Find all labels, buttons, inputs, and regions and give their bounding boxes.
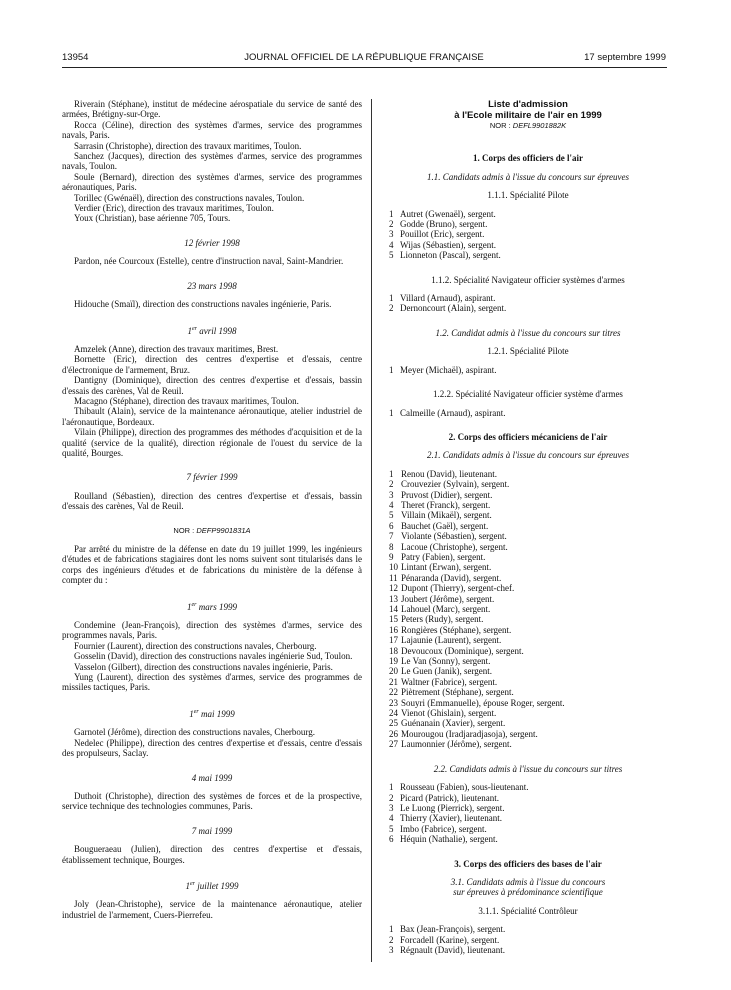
ranked-entry: [389, 945, 667, 955]
rank-number: 6: [389, 520, 394, 531]
list-item: Thibault (Alain), service de la maintenance aéronautique, atelier industriel de l'aéronautique, Bordeaux.: [62, 406, 362, 427]
ranked-entry: [389, 531, 667, 541]
arrete-paragraph: Par arrêté du ministre de la défense en date du 19 juillet 1999, les ingénieurs d'études et de fabrications stagiaires dont les noms suivent sont titularisés dans le corps des ingénieurs d'études et de fabrications du ministère de la défense à compter du :: [62, 544, 362, 586]
subsection-heading: 2.1. Candidats admis à l'issue du concours sur épreuves: [426, 450, 630, 461]
rank-number: 9: [389, 551, 394, 562]
ranked-entry: [389, 219, 667, 229]
ranked-entry: [389, 552, 667, 562]
ranked-entry: [389, 573, 667, 583]
section-heading: 2. Corps des officiers mécaniciens de l'air: [448, 431, 608, 442]
ranked-entry: [389, 739, 667, 749]
ranked-entry: [389, 365, 667, 375]
entry-text: Imbo (Fabrice), sergent.: [400, 823, 487, 834]
rank-number: 15: [389, 614, 398, 625]
rank-number: 12: [389, 583, 398, 594]
list-item: Sarrasin (Christophe), direction des travaux maritimes, Toulon.: [74, 140, 302, 151]
specialty-heading: 1.2.1. Spécialité Pilote: [487, 346, 569, 357]
entry-text: Dupont (Thierry), sergent-chef.: [401, 583, 515, 594]
list-item: Duthoit (Christophe), direction des systèmes de forces et de la prospective, service technique des technologies communes, Paris.: [62, 790, 362, 812]
list-item: Verdier (Eric), direction des travaux maritimes, Toulon.: [74, 203, 274, 214]
ranked-entry: [389, 562, 667, 572]
ranked-entry: [389, 924, 667, 934]
column-divider: [371, 99, 372, 962]
rank-number: 11: [389, 572, 398, 583]
rank-number: 2: [389, 219, 394, 230]
ranked-list: [389, 469, 667, 750]
subsection-heading: 1.1. Candidats admis à l'issue du concours sur épreuves: [426, 171, 630, 182]
entry-text: Pruvost (Didier), sergent.: [401, 489, 493, 500]
list-item: Vasselon (Gilbert), direction des constructions navales ingénierie, Paris.: [74, 661, 333, 672]
entry-text: Régnault (David), lieutenant.: [400, 944, 505, 955]
specialty-heading: 1.1.2. Spécialité Navigateur officier systèmes d'armes: [431, 274, 625, 285]
entry-text: Lajaunie (Laurent), sergent.: [401, 635, 502, 646]
rank-number: 1: [389, 364, 394, 375]
entry-text: Lacoue (Christophe), sergent.: [401, 541, 508, 552]
list-item: Hidouche (Smaïl), direction des constructions navales ingénierie, Paris.: [74, 299, 332, 310]
ranked-entry: [389, 469, 667, 479]
entry-text: Renou (David), lieutenant.: [401, 468, 497, 479]
right-column: [389, 99, 667, 955]
ranked-list: [389, 924, 667, 955]
entry-text: Wijas (Sébastien), sergent.: [400, 239, 496, 250]
ranked-entry: [389, 209, 667, 219]
list-item: Roulland (Sébastien), direction des centres d'expertise et d'essais, bassin d'essais des carènes, Val de Reuil.: [62, 490, 362, 512]
ranked-entry: [389, 521, 667, 531]
rank-number: 5: [389, 823, 394, 834]
rank-number: 1: [389, 293, 394, 304]
list-item: Sanchez (Jacques), direction des systèmes d'armes, service des programmes navals, Toulon.: [62, 151, 362, 172]
rank-number: 5: [389, 250, 394, 261]
subsection-heading: 3.1. Candidats admis à l'issue du concours: [450, 876, 606, 887]
ranked-entry: [389, 614, 667, 624]
list-item: Nedelec (Philippe), direction des centres d'expertise et d'essais, centre d'essais des propulseurs, Saclay.: [62, 737, 362, 759]
ranked-entry: [389, 782, 667, 792]
left-column: [62, 99, 362, 920]
list-item: Bougueraeau (Julien), direction des centres d'expertise et d'essais, établissement technique, Bourges.: [62, 844, 362, 865]
ranked-list: [389, 293, 667, 314]
date-heading: 4 mai 1999: [191, 772, 233, 783]
list-title: Liste d'admission: [488, 99, 568, 110]
rank-number: 3: [389, 489, 394, 500]
entry-group: [62, 791, 362, 812]
ranked-entry: [389, 718, 667, 728]
ranked-list: [389, 782, 667, 844]
rank-number: 1: [389, 782, 394, 793]
ranked-list: [389, 365, 667, 375]
entry-text: Héquin (Nathalie), sergent.: [400, 834, 498, 845]
ranked-entry: [389, 250, 667, 260]
entry-group: [62, 844, 362, 865]
rank-number: 8: [389, 541, 394, 552]
rank-number: 13: [389, 593, 398, 604]
entry-text: Rousseau (Fabien), sous-lieutenant.: [400, 782, 529, 793]
list-item: Joly (Jean-Christophe), service de la maintenance aéronautique, atelier industriel de l'armement, Cuers-Pierrefeu.: [62, 899, 362, 920]
journal-title: JOURNAL OFFICIEL DE LA RÉPUBLIQUE FRANÇAISE: [244, 52, 484, 63]
rank-number: 22: [389, 687, 398, 698]
rank-number: 21: [389, 676, 398, 687]
entry-text: Patry (Fabien), sergent.: [401, 551, 486, 562]
ranked-entry: [389, 604, 667, 614]
list-subtitle: à l'Ecole militaire de l'air en 1999: [454, 110, 602, 121]
ranked-entry: [389, 708, 667, 718]
list-item: Youx (Christian), base aérienne 705, Tours.: [74, 213, 231, 224]
rank-number: 5: [389, 510, 394, 521]
entry-text: Joubert (Jérôme), sergent.: [401, 593, 495, 604]
entry-text: Le Van (Sonny), sergent.: [401, 656, 491, 667]
ranked-entry: [389, 834, 667, 844]
entry-group: [62, 899, 362, 920]
entry-group: [62, 620, 362, 693]
header-rule: [62, 67, 667, 68]
rank-number: 1: [389, 407, 394, 418]
entry-text: Picard (Patrick), lieutenant.: [400, 792, 499, 803]
entry-text: Villain (Mikaël), sergent.: [401, 510, 492, 521]
subsection-heading: 1.2. Candidat admis à l'issue du concours sur titres: [435, 327, 621, 338]
ranked-entry: [389, 813, 667, 823]
entry-text: Devoucoux (Dominique), sergent.: [401, 645, 524, 656]
rank-number: 1: [389, 468, 394, 479]
list-item: Soule (Bernard), direction des systèmes d'armes, service des programmes aéronautiques, Paris.: [62, 171, 362, 193]
ranked-entry: [389, 408, 667, 418]
intro-list: [62, 99, 362, 224]
ranked-entry: [389, 303, 667, 313]
subsection-heading-cont: sur épreuves à prédominance scientifique: [453, 887, 603, 898]
rank-number: 18: [389, 645, 398, 656]
ranked-entry: [389, 666, 667, 676]
entry-text: Calmeille (Arnaud), aspirant.: [400, 407, 506, 418]
nor-reference: NOR : DEFL9901882K: [489, 121, 567, 130]
date-heading: 7 février 1999: [186, 472, 238, 483]
list-item: Garnotel (Jérôme), direction des constructions navales, Cherbourg.: [74, 727, 316, 738]
entry-text: Rongières (Stéphane), sergent.: [401, 624, 512, 635]
date-heading: 1er juillet 1999: [185, 880, 239, 891]
entry-text: Lintant (Erwan), sergent.: [401, 562, 492, 573]
rank-number: 25: [389, 718, 398, 729]
ranked-entry: [389, 293, 667, 303]
list-item: Riverain (Stéphane), institut de médecine aérospatiale du service de santé des armées, Brétigny-sur-Orge.: [62, 99, 362, 120]
entry-text: Forcadell (Karine), sergent.: [400, 934, 500, 945]
ranked-entry: [389, 479, 667, 489]
ranked-entry: [389, 490, 667, 500]
rank-number: 4: [389, 813, 394, 824]
ranked-entry: [389, 240, 667, 250]
ranked-entry: [389, 935, 667, 945]
rank-number: 3: [389, 802, 394, 813]
list-item: Dantigny (Dominique), direction des centres d'expertise et d'essais, bassin d'essais des carènes, Val de Reuil.: [62, 375, 362, 396]
rank-number: 16: [389, 624, 398, 635]
ranked-entry: [389, 542, 667, 552]
date-heading: 1er avril 1998: [187, 325, 237, 336]
section-heading: 3. Corps des officiers des bases de l'air: [454, 858, 602, 869]
list-item: Macagno (Stéphane), direction des travaux maritimes, Toulon.: [74, 395, 299, 406]
entry-group: [62, 727, 362, 758]
ranked-entry: [389, 594, 667, 604]
entry-text: Peters (Rudy), sergent.: [401, 614, 484, 625]
ranked-list: [389, 209, 667, 261]
date-heading: 23 mars 1998: [187, 280, 237, 291]
entry-group: [62, 256, 362, 266]
rank-number: 2: [389, 479, 394, 490]
rank-number: 2: [389, 934, 394, 945]
rank-number: 2: [389, 792, 394, 803]
nor-reference: NOR : DEFP9901831A: [173, 525, 251, 535]
entry-text: Lionneton (Pascal), sergent.: [400, 250, 501, 261]
list-item: Rocca (Céline), direction des systèmes d'armes, service des programmes navals, Paris.: [62, 119, 362, 141]
rank-number: 17: [389, 635, 398, 646]
entry-text: Thierry (Xavier), lieutenant.: [400, 813, 502, 824]
list-item: Bornette (Eric), direction des centres d'expertise et d'essais, centre d'électronique de l'armement, Bruz.: [62, 354, 362, 375]
rank-number: 10: [389, 562, 398, 573]
entry-text: Mourougou (Iradjaradjasoja), sergent.: [401, 728, 538, 739]
entry-text: Theret (Franck), sergent.: [401, 499, 491, 510]
date-heading: 1er mars 1999: [186, 601, 237, 612]
section-heading: 1. Corps des officiers de l'air: [473, 153, 583, 164]
list-item: Yung (Laurent), direction des systèmes d'armes, service des programmes de missiles tactiques, Paris.: [62, 672, 362, 693]
list-item: Condemine (Jean-François), direction des systèmes d'armes, service des programmes navals, Paris.: [62, 620, 362, 641]
list-item: Gosselin (David), direction des constructions navales ingénierie Sud, Toulon.: [74, 651, 353, 662]
rank-number: 27: [389, 739, 398, 750]
date-heading: 12 février 1998: [184, 237, 240, 248]
entry-text: Laumonnier (Jérôme), sergent.: [401, 739, 512, 750]
entry-group: [62, 299, 362, 309]
entry-text: Le Luong (Pierrick), sergent.: [400, 802, 505, 813]
entry-text: Pouillot (Eric), sergent.: [400, 229, 485, 240]
entry-text: Guénanain (Xavier), sergent.: [401, 718, 506, 729]
rank-number: 1: [389, 208, 394, 219]
entry-group: [62, 344, 362, 458]
rank-number: 4: [389, 499, 394, 510]
page-number: 13954: [62, 52, 89, 63]
ranked-entry: [389, 500, 667, 510]
rank-number: 26: [389, 728, 398, 739]
entry-text: Bax (Jean-François), sergent.: [400, 924, 506, 935]
ranked-entry: [389, 510, 667, 520]
entry-text: Le Guen (Janik), sergent.: [401, 666, 493, 677]
ranked-entry: [389, 793, 667, 803]
entry-text: Bauchet (Gaël), sergent.: [401, 520, 489, 531]
rank-number: 20: [389, 666, 398, 677]
entry-text: Pénaranda (David), sergent.: [401, 572, 502, 583]
entry-text: Crouvezier (Sylvain), sergent.: [401, 479, 510, 490]
entry-text: Villard (Arnaud), aspirant.: [400, 293, 496, 304]
entry-group: [62, 491, 362, 512]
entry-text: Lahouel (Marc), sergent.: [401, 604, 491, 614]
entry-text: Godde (Bruno), sergent.: [400, 219, 488, 230]
subsection-heading: 2.2. Candidats admis à l'issue du concours sur titres: [433, 763, 623, 774]
rank-number: 7: [389, 531, 394, 542]
entry-text: Vienot (Ghislain), sergent.: [401, 708, 497, 719]
date-heading: 7 mai 1999: [191, 825, 233, 836]
rank-number: 4: [389, 239, 394, 250]
ranked-list: [389, 408, 667, 418]
list-item: Fournier (Laurent), direction des constructions navales, Cherbourg.: [74, 640, 317, 651]
ranked-entry: [389, 824, 667, 834]
list-item: Pardon, née Courcoux (Estelle), centre d'instruction naval, Saint-Mandrier.: [74, 256, 344, 267]
ranked-entry: [389, 677, 667, 687]
specialty-heading: 1.1.1. Spécialité Pilote: [487, 190, 569, 201]
entry-text: Meyer (Michaël), aspirant.: [400, 364, 497, 375]
rank-number: 3: [389, 229, 394, 240]
ranked-entry: [389, 646, 667, 656]
specialty-heading: 1.2.2. Spécialité Navigateur officier système d'armes: [433, 389, 623, 400]
rank-number: 2: [389, 303, 394, 314]
entry-text: Waltner (Fabrice), sergent.: [401, 676, 498, 687]
entry-text: Souyri (Emmanuelle), épouse Roger, sergent.: [401, 697, 565, 708]
rank-number: 3: [389, 944, 394, 955]
specialty-heading: 3.1.1. Spécialité Contrôleur: [478, 905, 578, 916]
rank-number: 1: [389, 924, 394, 935]
ranked-entry: [389, 656, 667, 666]
page-header: [62, 52, 666, 66]
entry-text: Dernoncourt (Alain), sergent.: [400, 303, 507, 314]
list-item: Vilain (Philippe), direction des programmes des méthodes d'acquisition et de la qualité (service de la qualité), direction régionale de l'ouest du service de la qualité, Bourges.: [62, 427, 362, 458]
ranked-entry: [389, 625, 667, 635]
entry-text: Violante (Sébastien), sergent.: [401, 531, 507, 542]
rank-number: 24: [389, 708, 398, 719]
rank-number: 23: [389, 697, 398, 708]
list-item: Amzelek (Anne), direction des travaux maritimes, Brest.: [74, 343, 279, 354]
ranked-entry: [389, 698, 667, 708]
ranked-entry: [389, 803, 667, 813]
issue-date: 17 septembre 1999: [584, 52, 666, 63]
ranked-entry: [389, 729, 667, 739]
list-item: Torillec (Gwénaël), direction des constructions navales, Toulon.: [74, 192, 305, 203]
rank-number: 6: [389, 834, 394, 845]
ranked-entry: [389, 687, 667, 697]
ranked-entry: [389, 583, 667, 593]
date-heading: 1er mai 1999: [189, 708, 235, 719]
rank-number: 14: [389, 604, 398, 614]
entry-text: Piètrement (Stéphane), sergent.: [401, 687, 514, 698]
entry-text: Autret (Gwenaël), sergent.: [400, 208, 496, 219]
ranked-entry: [389, 229, 667, 239]
rank-number: 19: [389, 656, 398, 667]
ranked-entry: [389, 635, 667, 645]
